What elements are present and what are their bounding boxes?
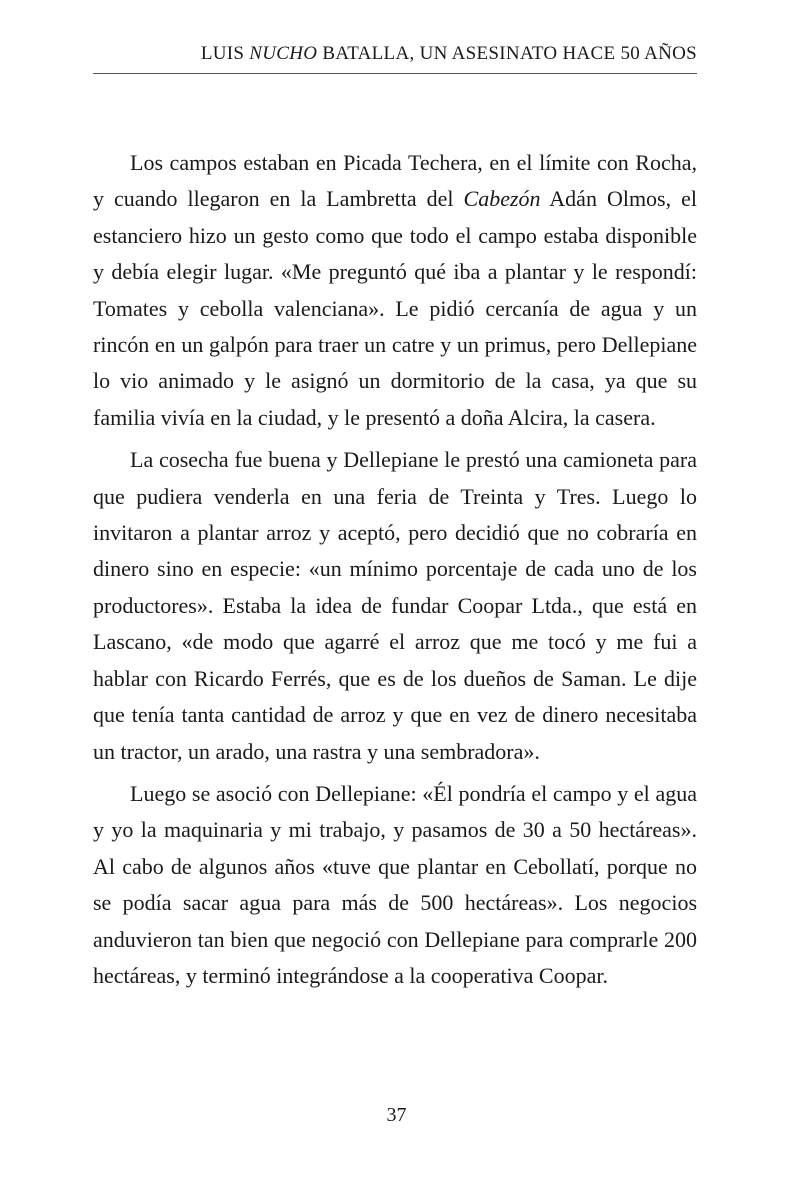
running-header [93,42,697,66]
paragraph-1-italic-nickname: Cabezón [463,186,541,212]
paragraph-3: Luego se asoció con Dellepiane: «Él pondría el campo y el agua y yo la maquinaria y mi trabajo, y pasamos de 30 a 50 hectáreas». Al cabo de algunos años «tuve que plantar en Cebollatí, porque no se podía sacar agua para más de 500 hectáreas». Los negocios anduvieron tan bien que negoció con Dellepiane para comprarle 200 hectáreas, y terminó integrándose a la cooperativa Coopar. [93,780,697,988]
header-author-nickname: NUCHO [249,43,318,64]
page-number: 37 [386,1104,407,1126]
header-rule [93,73,697,74]
body-text [93,145,697,1000]
header-title-rest: BATALLA, UN ASESINATO HACE 50 AÑOS [317,43,697,64]
paragraph-1-text-b: Adán Olmos, el estanciero hizo un gesto como que todo el campo estaba disponible y debía elegir lugar. «Me preguntó qué iba a plantar y le respondí: Tomates y cebolla valenciana». Le pidió cercanía de agua y un rincón en un galpón para traer un catre y un primus, pero Dellepiane lo vio animado y le asignó un dormitorio de la casa, ya que su familia vivía en la ciudad, y le presentó a doña Alcira, la casera. [93,186,697,430]
paragraph-1-text-a: Los campos estaban en Picada Techera, en el límite con Rocha, y cuando llegaron en la Lambretta del [93,150,697,212]
header-author-first: LUIS [200,43,250,64]
paragraph-2: La cosecha fue buena y Dellepiane le prestó una camioneta para que pudiera venderla en una feria de Treinta y Tres. Luego lo invitaron a plantar arroz y aceptó, pero decidió que no cobraría en dinero sino en especie: «un mínimo porcentaje de cada uno de los productores». Estaba la idea de fundar Coopar Ltda., que está en Lascano, «de modo que agarré el arroz que me tocó y me fui a hablar con Ricardo Ferrés, que es de los dueños de Saman. Le dije que tenía tanta cantidad de arroz y que en vez de dinero necesitaba un tractor, un arado, una rastra y una sembradora». [93,447,697,764]
paragraph-1 [93,145,697,436]
